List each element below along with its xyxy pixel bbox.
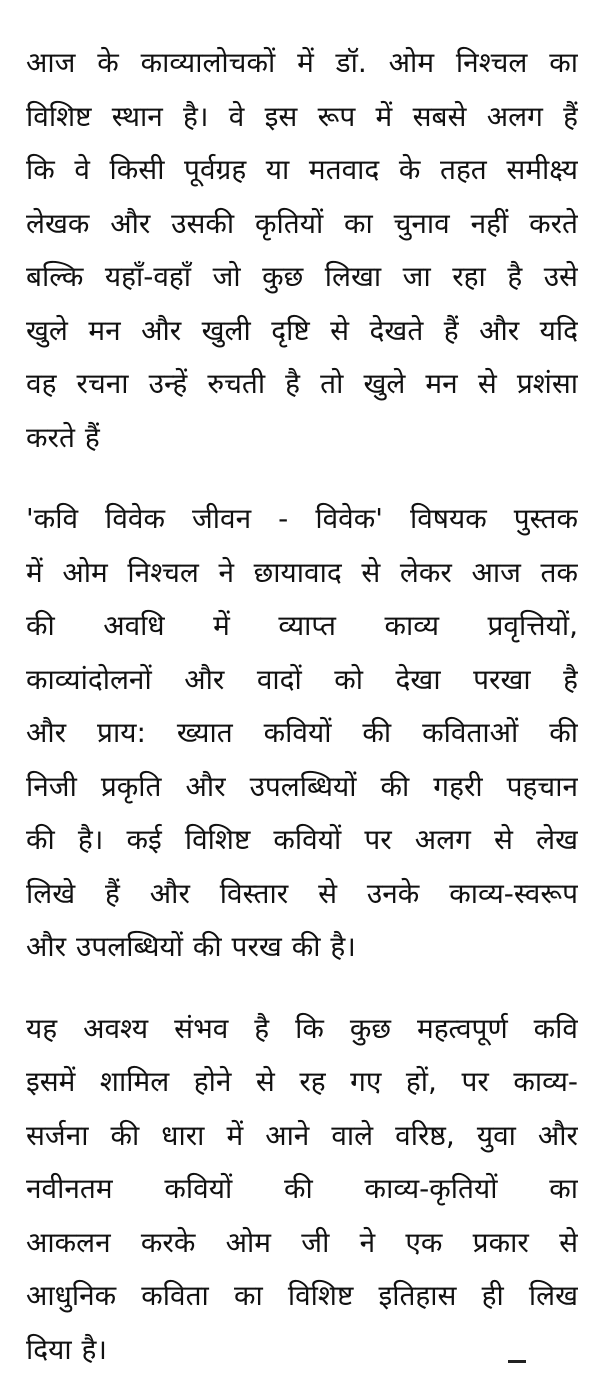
text-line: विशिष्ट स्थान है। वे इस रूप में सबसे अलग हैं (26, 90, 578, 144)
text-line: और उपलब्धियों की परख की है। (26, 920, 578, 974)
paragraph-1 (26, 36, 578, 464)
paragraph-2 (26, 492, 578, 974)
text-line: बल्कि यहाँ-वहाँ जो कुछ लिखा जा रहा है उसे (26, 250, 578, 304)
text-line: और प्राय: ख्यात कवियों की कविताओं की (26, 706, 578, 760)
text-line: की है। कई विशिष्ट कवियों पर अलग से लेख (26, 813, 578, 867)
text-line: वह रचना उन्हें रुचती है तो खुले मन से प्रशंसा (26, 357, 578, 411)
text-line: निजी प्रकृति और उपलब्धियों की गहरी पहचान (26, 760, 578, 814)
text-line: यह अवश्य संभव है कि कुछ महत्वपूर्ण कवि (26, 1002, 578, 1056)
text-line: आधुनिक कविता का विशिष्ट इतिहास ही लिख (26, 1269, 578, 1323)
text-line: दिया है। (26, 1323, 578, 1376)
text-line: इसमें शामिल होने से रह गए हों, पर काव्य- (26, 1055, 578, 1109)
text-line: आज के काव्यालोचकों में डॉ. ओम निश्चल का (26, 36, 578, 90)
text-line: नवीनतम कवियों की काव्य-कृतियों का (26, 1162, 578, 1216)
text-line: की अवधि में व्याप्त काव्य प्रवृत्तियों, (26, 599, 578, 653)
text-line: खुले मन और खुली दृष्टि से देखते हैं और यदि (26, 304, 578, 358)
text-line: सर्जना की धारा में आने वाले वरिष्ठ, युवा और (26, 1109, 578, 1163)
text-line: लेखक और उसकी कृतियों का चुनाव नहीं करते (26, 197, 578, 251)
paragraph-3 (26, 1002, 578, 1376)
text-line: आकलन करके ओम जी ने एक प्रकार से (26, 1216, 578, 1270)
scan-mark (508, 1360, 526, 1363)
text-line: 'कवि विवेक जीवन - विवेक' विषयक पुस्तक (26, 492, 578, 546)
text-line: कि वे किसी पूर्वग्रह या मतवाद के तहत समीक्ष्य (26, 143, 578, 197)
text-line: काव्यांदोलनों और वादों को देखा परखा है (26, 653, 578, 707)
text-line: करते हैं (26, 411, 578, 465)
text-line: लिखे हैं और विस्तार से उनके काव्य-स्वरूप (26, 867, 578, 921)
text-line: में ओम निश्चल ने छायावाद से लेकर आज तक (26, 546, 578, 600)
